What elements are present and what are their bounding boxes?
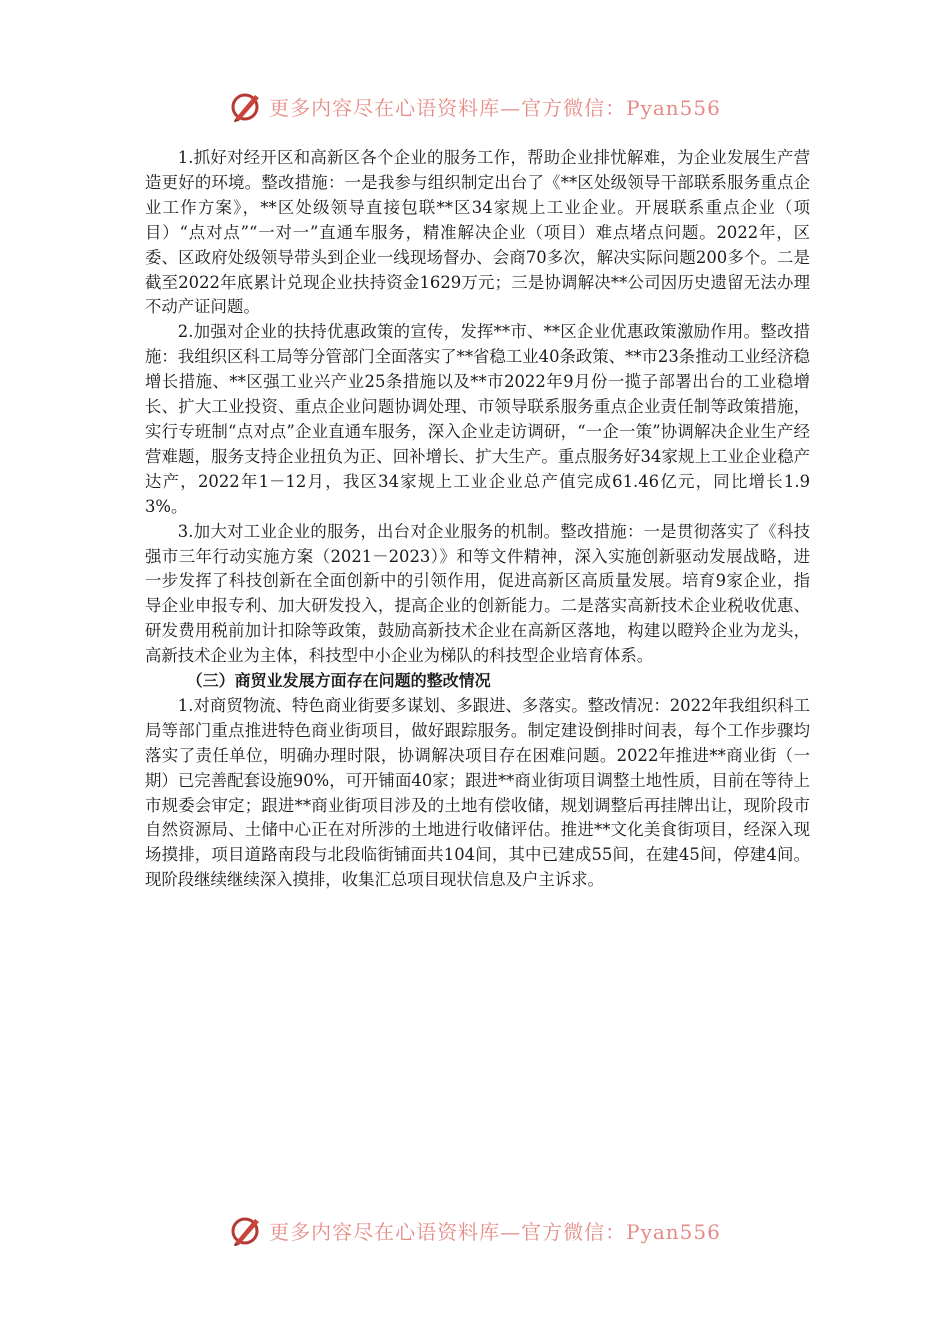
header-banner <box>0 86 950 126</box>
pen-circle-logo-icon <box>229 1213 263 1247</box>
body-paragraph-1: 1.抓好对经开区和高新区各个企业的服务工作，帮助企业排忧解难，为企业发展生产营造更好的环境。整改措施：一是我参与组织制定出台了《**区处级领导干部联系服务重点企业工作方案》，**区处级领导直接包联**区34家规上工业企业。开展联系重点企业（项目）“点对点”“一对一”直通车服务，精准解决企业（项目）难点堵点问题。2022年，区委、区政府处级领导带头到企业一线现场督办、会商70多次，解决实际问题200多个。二是截至2022年底累计兑现企业扶持资金1629万元；三是协调解决**公司因历史遗留无法办理不动产证问题。 <box>145 148 810 317</box>
footer-banner-text: 更多内容尽在心语资料库—官方微信：Pyan556 <box>269 1219 721 1244</box>
header-banner-text: 更多内容尽在心语资料库—官方微信：Pyan556 <box>269 95 721 120</box>
body-paragraph-2: 2.加强对企业的扶持优惠政策的宣传，发挥**市、**区企业优惠政策激励作用。整改措施：我组织区科工局等分管部门全面落实了**省稳工业40条政策、**市23条推动工业经济稳增长措施、**区强工业兴产业25条措施以及**市2022年9月份一揽子部署出台的工业稳增长、扩大工业投资、重点企业问题协调处理、市领导联系服务重点企业责任制等政策措施，实行专班制“点对点”企业直通车服务，深入企业走访调研，“一企一策”协调解决企业生产经营难题，服务支持企业扭负为正、回补增长、扩大生产。重点服务好34家规上工业企业稳产达产，2022年1－12月，我区34家规上工业企业总产值完成61.46亿元，同比增长1.93%。 <box>145 322 810 516</box>
body-paragraph-4: 1.对商贸物流、特色商业街要多谋划、多跟进、多落实。整改情况：2022年我组织科工局等部门重点推进特色商业街项目，做好跟踪服务。制定建设倒排时间表，每个工作步骤均落实了责任单位，明确办理时限，协调解决项目存在困难问题。2022年推进**商业街（一期）已完善配套设施90%，可开铺面40家；跟进**商业街项目调整土地性质，目前在等待上市规委会审定；跟进**商业街项目涉及的土地有偿收储，规划调整后再挂牌出让，现阶段市自然资源局、土储中心正在对所涉的土地进行收储评估。推进**文化美食街项目，经深入现场摸排，项目道路南段与北段临街铺面共104间，其中已建成55间，在建45间，停建4间。现阶段继续继续深入摸排，收集汇总项目现状信息及户主诉求。 <box>145 695 810 890</box>
body-paragraph-3: 3.加大对工业企业的服务，出台对企业服务的机制。整改措施：一是贯彻落实了《科技强市三年行动实施方案（2021－2023）》和等文件精神，深入实施创新驱动发展战略，进一步发挥了科技创新在全面创新中的引领作用，促进高新区高质量发展。培育9家企业，指导企业申报专利、加大研发投入，提高企业的创新能力。二是落实高新技术企业税收优惠、研发费用税前加计扣除等政策，鼓励高新技术企业在高新区落地，构建以瞪羚企业为龙头，高新技术企业为主体，科技型中小企业为梯队的科技型企业培育体系。 <box>145 521 810 666</box>
pen-circle-logo-icon <box>229 89 263 123</box>
document-body <box>145 146 810 893</box>
section-heading: （三）商贸业发展方面存在问题的整改情况 <box>186 671 491 691</box>
footer-banner <box>0 1210 950 1250</box>
